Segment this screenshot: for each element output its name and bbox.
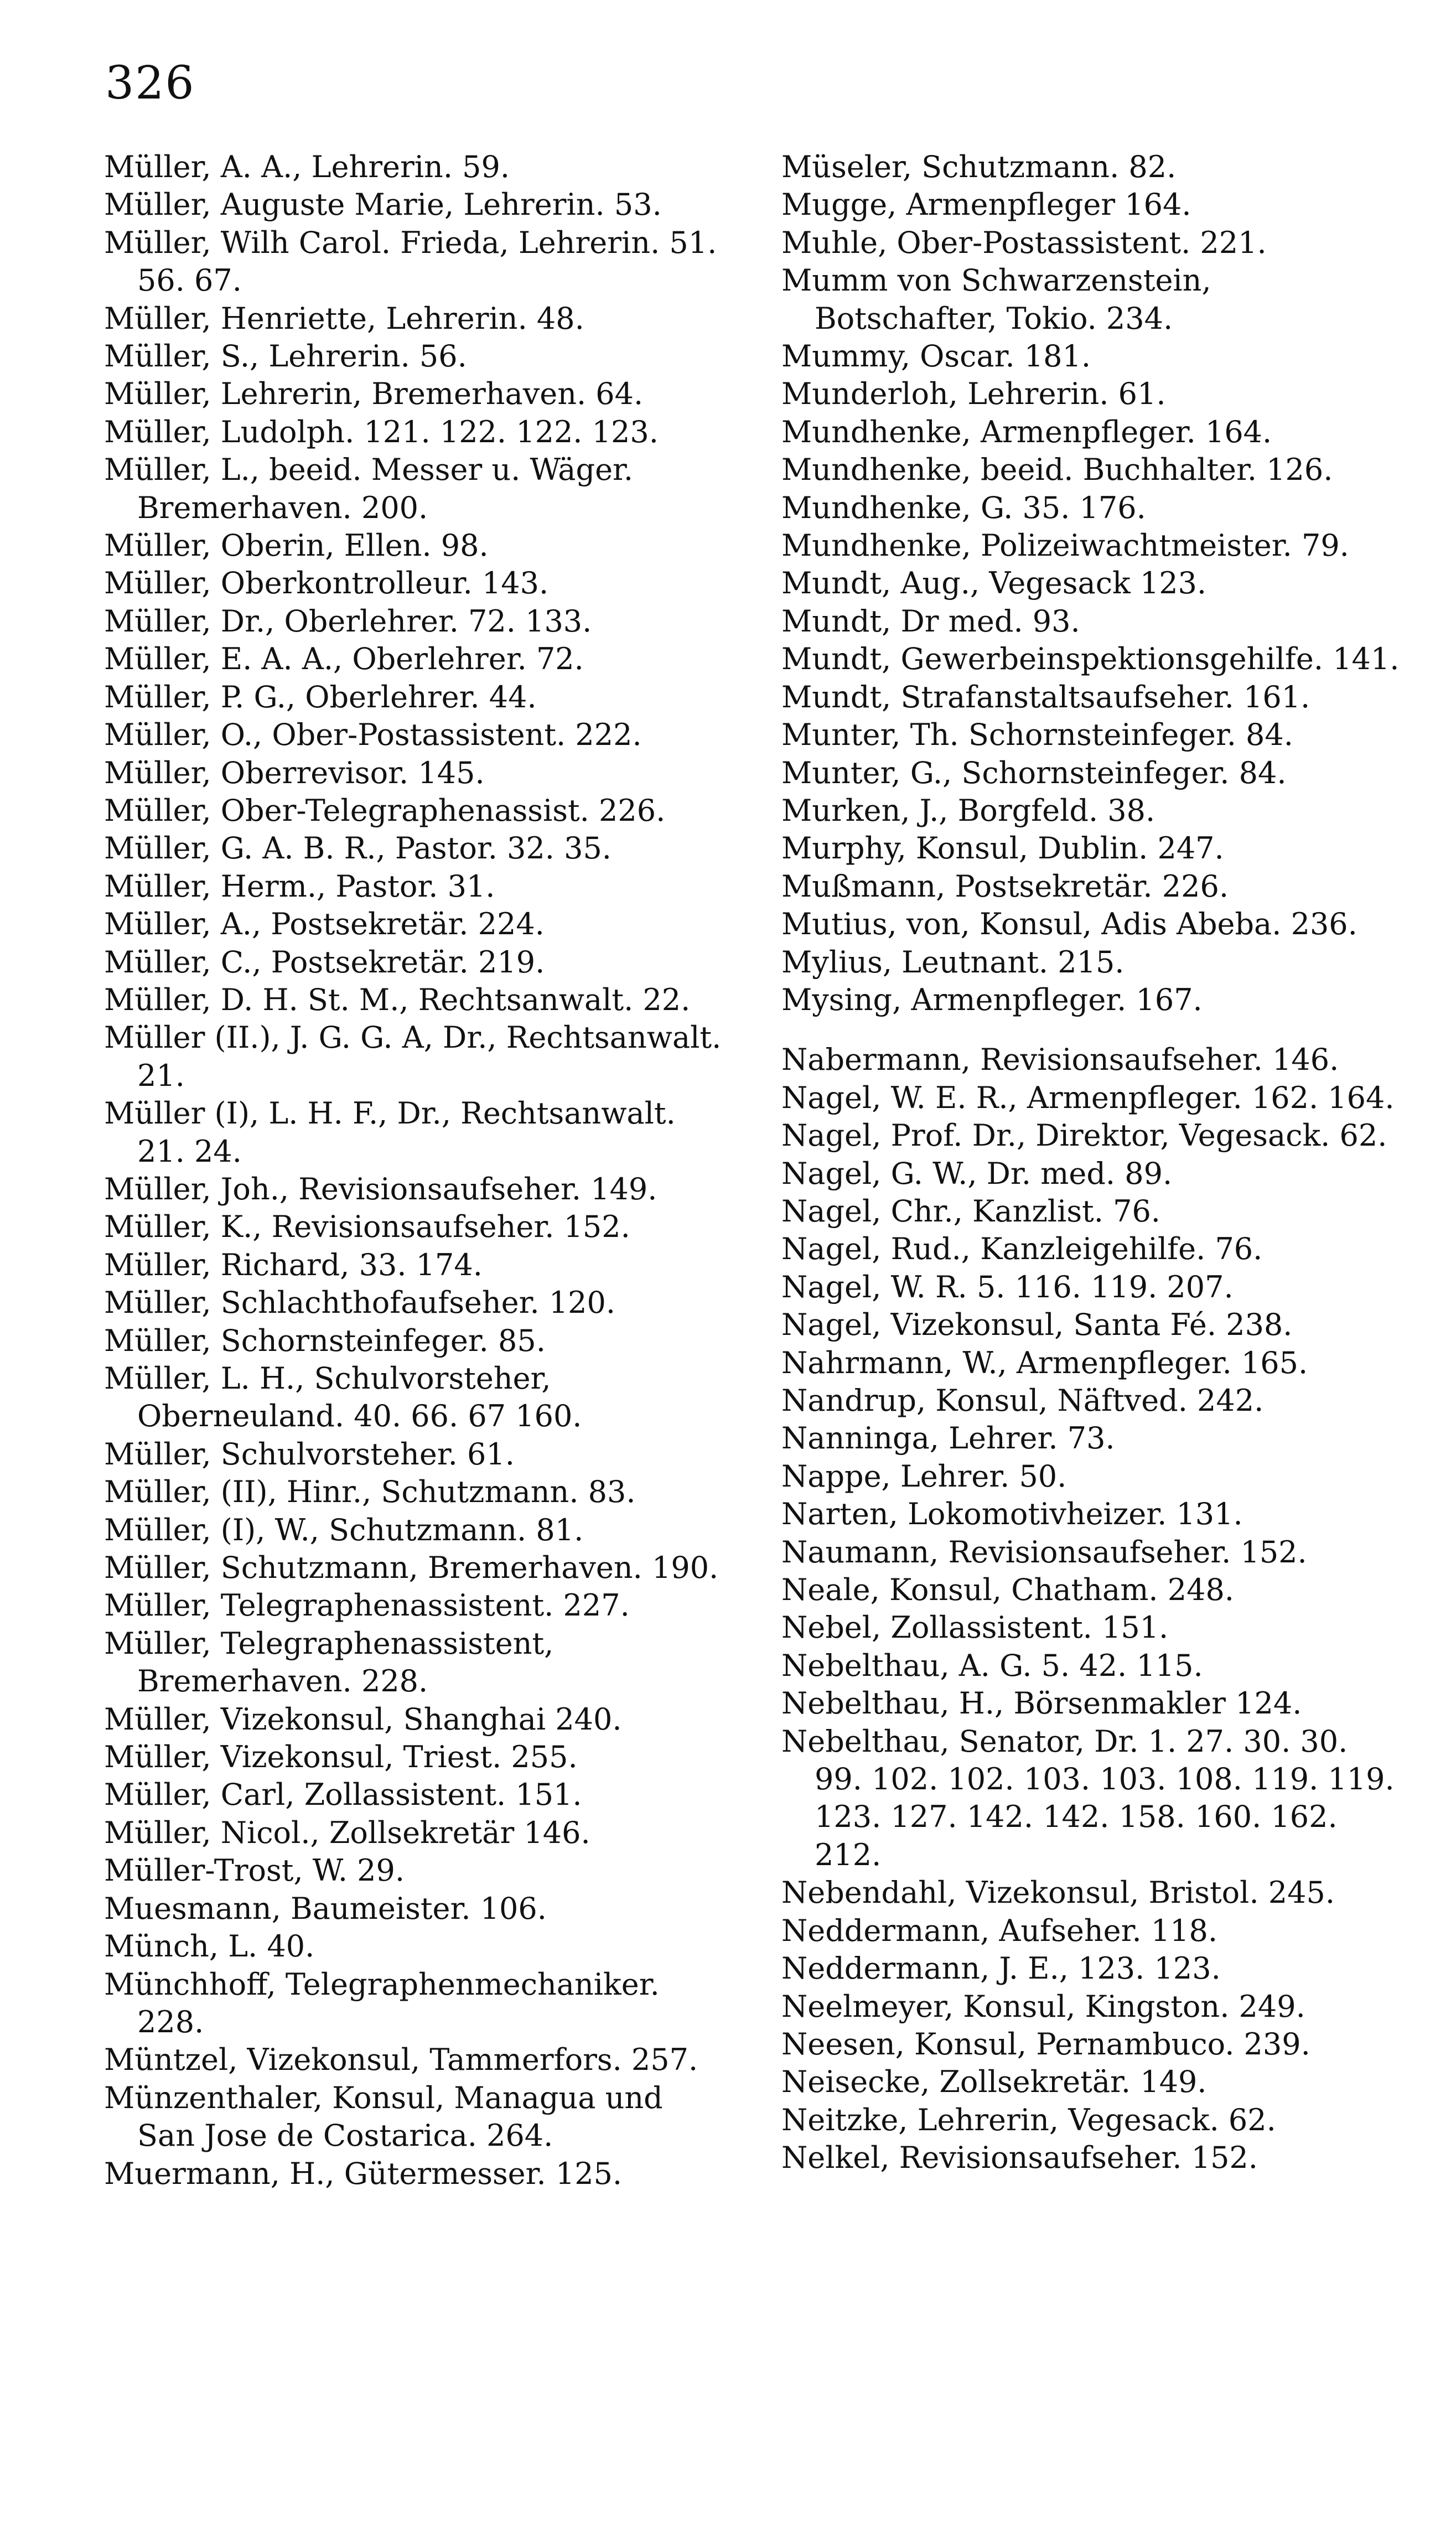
- index-entry: Mundt, Dr med. 93.: [781, 603, 1080, 639]
- index-entry: Müller-Trost, W. 29.: [104, 1853, 405, 1888]
- index-entry: Müller, Joh., Revisionsaufseher. 149.: [104, 1171, 657, 1207]
- index-entry: Müller, K., Revisionsaufseher. 152.: [104, 1209, 630, 1245]
- index-entry: Münchhoff, Telegraphenmechaniker. 228.: [104, 1966, 660, 2039]
- index-entry: Murken, J., Borgfeld. 38.: [781, 793, 1156, 828]
- index-entry: Müller, L., beeid. Messer u. Wäger. Bremerhaven. 200.: [104, 452, 634, 525]
- index-entry: Mundhenke, G. 35. 176.: [781, 490, 1146, 525]
- index-entry: Neesen, Konsul, Pernambuco. 239.: [781, 2026, 1310, 2062]
- index-entry: Naumann, Revisionsaufseher. 152.: [781, 1534, 1307, 1570]
- index-entry: Müller, A., Postsekretär. 224.: [104, 907, 545, 942]
- index-entry: Müller, Ludolph. 121. 122. 122. 123.: [104, 414, 659, 449]
- index-entry: Nebelthau, A. G. 5. 42. 115.: [781, 1648, 1203, 1683]
- index-entry: Müller, Richard, 33. 174.: [104, 1247, 483, 1282]
- index-entry: Nebendahl, Vizekonsul, Bristol. 245.: [781, 1875, 1335, 1910]
- index-entry: Muhle, Ober-Postassistent. 221.: [781, 225, 1267, 260]
- index-entry: Müller, Telegraphenassistent, Bremerhaven. 228.: [104, 1625, 554, 1699]
- index-entry: Müller, Schlachthofaufseher. 120.: [104, 1285, 616, 1321]
- index-entry: Nahrmann, W., Armenpfleger. 165.: [781, 1345, 1308, 1380]
- index-entry: Müller, L. H., Schulvorsteher, Oberneuland. 40. 66. 67 160.: [104, 1361, 582, 1434]
- index-entry: Müller, Schutzmann, Bremerhaven. 190.: [104, 1550, 719, 1586]
- index-entry: Mundt, Aug., Vegesack 123.: [781, 566, 1207, 601]
- index-entry: Mummy, Oscar. 181.: [781, 339, 1091, 374]
- index-entry: Müller, A. A., Lehrerin. 59.: [104, 149, 510, 184]
- index-entry: Münzenthaler, Konsul, Managua und San Jose de Costarica. 264.: [104, 2080, 663, 2153]
- index-entry: Müller, Schornsteinfeger. 85.: [104, 1323, 546, 1358]
- index-entry: Müller, Lehrerin, Bremerhaven. 64.: [104, 376, 644, 412]
- index-entry: Munderloh, Lehrerin. 61.: [781, 376, 1166, 412]
- index-entry: Müller, D. H. St. M., Rechtsanwalt. 22.: [104, 982, 691, 1017]
- index-entry: Müller, Auguste Marie, Lehrerin. 53.: [104, 187, 662, 222]
- index-entry: Müller, G. A. B. R., Pastor. 32. 35.: [104, 831, 612, 866]
- index-entry: Müller, E. A. A., Oberlehrer. 72.: [104, 641, 584, 677]
- index-entry: Müller, (I), W., Schutzmann. 81.: [104, 1512, 584, 1547]
- index-entry: Muermann, H., Gütermesser. 125.: [104, 2156, 623, 2191]
- index-entry: Müller, S., Lehrerin. 56.: [104, 339, 467, 374]
- index-entry: Mutius, von, Konsul, Adis Abeba. 236.: [781, 907, 1357, 942]
- index-entry: Müller, Vizekonsul, Triest. 255.: [104, 1739, 578, 1775]
- index-entry: Müller, Oberin, Ellen. 98.: [104, 528, 489, 563]
- index-entry: Neale, Konsul, Chatham. 248.: [781, 1572, 1234, 1608]
- index-entry: Neitzke, Lehrerin, Vegesack. 62.: [781, 2102, 1276, 2137]
- index-entry: Müntzel, Vizekonsul, Tammerfors. 257.: [104, 2042, 698, 2078]
- index-entry: Nagel, Chr., Kanzlist. 76.: [781, 1193, 1160, 1229]
- index-entry: Müller, Wilh Carol. Frieda, Lehrerin. 51. 56. 67.: [104, 225, 717, 298]
- index-entry: Nebelthau, H., Börsenmakler 124.: [781, 1686, 1302, 1721]
- index-entry: Nappe, Lehrer. 50.: [781, 1458, 1067, 1494]
- index-entry: Nabermann, Revisionsaufseher. 146.: [781, 1042, 1339, 1078]
- index-entry: Mußmann, Postsekretär. 226.: [781, 868, 1229, 904]
- index-entry: Müller (II.), J. G. G. A, Dr., Rechtsanwalt. 21.: [104, 1020, 722, 1093]
- index-entry: Neisecke, Zollsekretär. 149.: [781, 2064, 1207, 2100]
- index-entry: Mundt, Strafanstaltsaufseher. 161.: [781, 679, 1310, 714]
- index-entry: Müller, C., Postsekretär. 219.: [104, 944, 545, 980]
- index-entry: Müller, Telegraphenassistent. 227.: [104, 1588, 630, 1623]
- index-entry: Müller, O., Ober-Postassistent. 222.: [104, 717, 642, 753]
- index-entry: Nagel, W. R. 5. 116. 119. 207.: [781, 1269, 1234, 1304]
- index-entry: Müller, Ober-Telegraphenassist. 226.: [104, 793, 666, 828]
- index-entry: Müller, P. G., Oberlehrer. 44.: [104, 679, 537, 714]
- index-entry: Mundhenke, beeid. Buchhalter. 126.: [781, 452, 1333, 488]
- index-entry: Nagel, G. W., Dr. med. 89.: [781, 1156, 1173, 1191]
- index-entry: Munter, Th. Schornsteinfeger. 84.: [781, 717, 1293, 753]
- index-entry: Narten, Lokomotivheizer. 131.: [781, 1497, 1243, 1532]
- index-entry: Müller, Oberkontrolleur. 143.: [104, 566, 549, 601]
- index-entry: Murphy, Konsul, Dublin. 247.: [781, 831, 1224, 866]
- page-number: 326: [105, 57, 195, 110]
- index-entry: Müseler, Schutzmann. 82.: [781, 149, 1177, 184]
- index-entry: Neddermann, J. E., 123. 123.: [781, 1951, 1221, 1986]
- index-entry: Nagel, W. E. R., Armenpfleger. 162. 164.: [781, 1080, 1395, 1115]
- index-entry: Neddermann, Aufseher. 118.: [781, 1913, 1218, 1948]
- index-entry: Mysing, Armenpfleger. 167.: [781, 982, 1203, 1017]
- index-entry: Mumm von Schwarzenstein, Botschafter, Tokio. 234.: [781, 263, 1211, 336]
- left-column: [104, 148, 724, 2193]
- index-entry: Nanninga, Lehrer. 73.: [781, 1421, 1115, 1456]
- index-entry: Müller, Dr., Oberlehrer. 72. 133.: [104, 603, 592, 639]
- index-entry: Munter, G., Schornsteinfeger. 84.: [781, 755, 1287, 790]
- index-entry: Mundhenke, Armenpfleger. 164.: [781, 414, 1272, 449]
- index-entry: Mundt, Gewerbeinspektionsgehilfe. 141.: [781, 641, 1400, 677]
- index-entry: Mundhenke, Polizeiwachtmeister. 79.: [781, 528, 1349, 563]
- index-entry: Müller, Schulvorsteher. 61.: [104, 1436, 515, 1472]
- index-entry: Müller, Henriette, Lehrerin. 48.: [104, 301, 584, 336]
- index-entry: Münch, L. 40.: [104, 1929, 315, 1964]
- index-entry: Nelkel, Revisionsaufseher. 152.: [781, 2140, 1258, 2176]
- index-entry: Müller, Vizekonsul, Shanghai 240.: [104, 1701, 622, 1737]
- index-entry: Mugge, Armenpfleger 164.: [781, 187, 1191, 222]
- index-entry: Muesmann, Baumeister. 106.: [104, 1891, 547, 1926]
- index-entry: Nebel, Zollassistent. 151.: [781, 1610, 1169, 1645]
- index-entry: Müller (I), L. H. F., Dr., Rechtsanwalt. 21. 24.: [104, 1096, 676, 1169]
- index-entry: Nagel, Prof. Dr., Direktor, Vegesack. 62.: [781, 1118, 1387, 1153]
- index-entry: Nandrup, Konsul, Näftved. 242.: [781, 1383, 1264, 1418]
- index-entry: Müller, Carl, Zollassistent. 151.: [104, 1777, 582, 1813]
- index-entry: Nagel, Rud., Kanzleigehilfe. 76.: [781, 1231, 1263, 1267]
- index-entry: Neelmeyer, Konsul, Kingston. 249.: [781, 1989, 1305, 2024]
- index-entry: Müller, Oberrevisor. 145.: [104, 755, 485, 790]
- index-entry: Nebelthau, Senator, Dr. 1. 27. 30. 30. 99. 102. 102. 103. 103. 108. 119. 119. 123. 127. 142. 142. 158. 160. 162. 212.: [781, 1723, 1395, 1872]
- right-column: [781, 148, 1401, 2177]
- index-entry: Müller, (II), Hinr., Schutzmann. 83.: [104, 1474, 636, 1510]
- index-entry: Müller, Nicol., Zollsekretär 146.: [104, 1815, 590, 1850]
- index-entry: Müller, Herm., Pastor. 31.: [104, 868, 495, 904]
- index-entry: Nagel, Vizekonsul, Santa Fé. 238.: [781, 1307, 1293, 1343]
- index-entry: Mylius, Leutnant. 215.: [781, 944, 1125, 980]
